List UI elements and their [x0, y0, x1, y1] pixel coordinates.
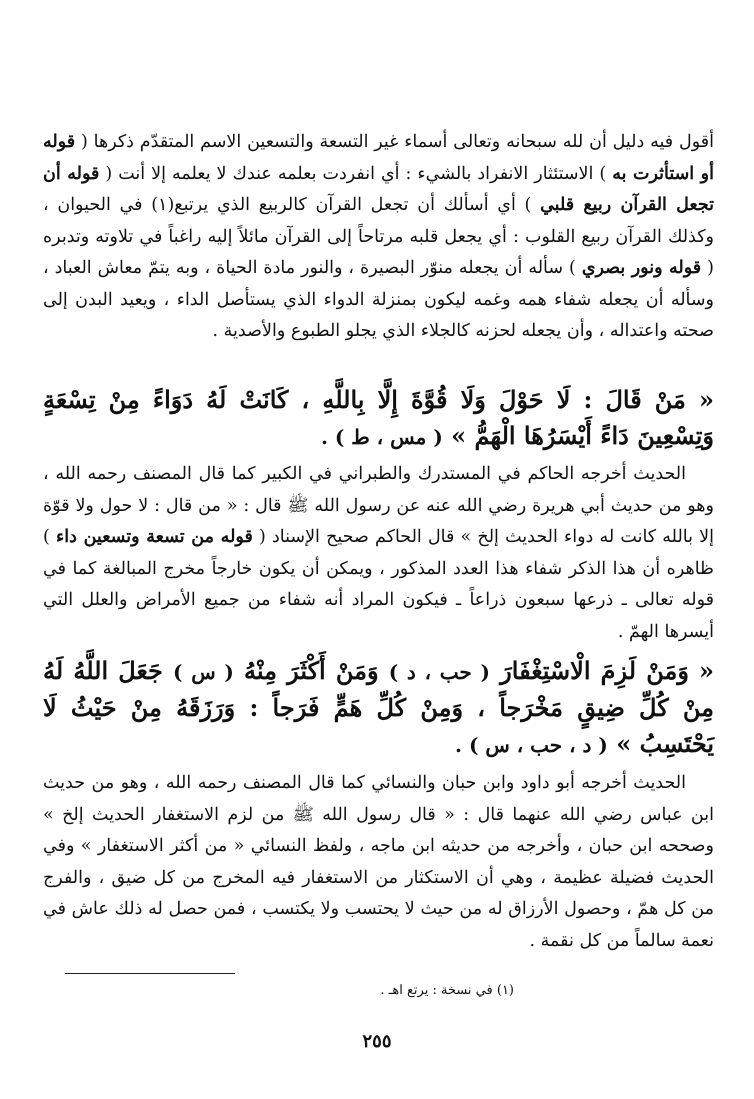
commentary-paragraph-2 — [43, 459, 714, 648]
text-run: ) الاستئثار الانفراد بالشيء : أي انفردت بعلمه عندك لا يعلمه إلا أنت ( — [105, 163, 607, 184]
text-run: ) ظاهره أن هذا الذكر شفاء هذا العدد المذكور ، ويمكن أن يكون خارجاً مخرج المبالغة كما في قوله تعالى ـ ذرعها سبعون ذراعاً ـ فيكون المراد أنه شفاء من جميع الأمراض والعلل التي أيسرها الهمّ . — [43, 527, 714, 642]
hadith-source: ( مس ، ط ) . — [320, 425, 443, 449]
hadith-text: « مَنْ قَالَ : لَا حَوْلَ وَلَا قُوَّةَ إِلَّا بِاللَّهِ ، كَانَتْ لَهُ دَوَاءً مِنْ تِسْعَةٍ وَتِسْعِينَ دَاءً أَيْسَرُهَا الْهَمُّ » — [43, 385, 714, 450]
commentary-paragraph-3 — [43, 768, 714, 957]
hadith-1 — [43, 382, 714, 455]
hadith-2 — [43, 653, 714, 763]
hadith-source: ( حب ، د ) — [388, 660, 491, 684]
footnote: (١) في نسخة : يرتع اهـ . — [380, 983, 514, 998]
quoted-phrase: قوله من تسعة وتسعين داء — [56, 527, 253, 547]
hadith-source: ( س ) — [173, 660, 234, 684]
text-run: ) أي أسألك أن تجعل القرآن كالربيع الذي يرتبع(١) في الحيوان ، وكذلك القرآن ربيع القلوب : أي يجعل قلبه مرتاحاً إلى القرآن مائلاً إليه راغباً في تلاوته وتدبره ( — [43, 195, 714, 278]
quoted-phrase: قوله أو استأثرت به — [43, 132, 714, 184]
commentary-paragraph-1 — [43, 127, 714, 348]
page-number: ٢٥٥ — [362, 1031, 392, 1052]
text-run: ) سأله أن يجعله منوّر البصيرة ، والنور مادة الحياة ، وبه يتمّ معاش العباد ، وسأله أن يجعله شفاء همه وغمه ليكون بمنزلة الدواء الذي يستأصل الداء ، ويعيد البدن إلى صحته واعتداله ، وأن يجعله لحزنه كالجلاء الذي يجلو الطبوع والأصدية . — [43, 258, 714, 341]
hadith-text: « وَمَنْ لَزِمَ الْاسْتِغْفَارَ — [500, 656, 715, 685]
text-run: الحديث أخرجه أبو داود وابن حبان والنسائي كما قال المصنف رحمه الله ، وهو من حديث ابن عباس رضي الله عنهما قال : « قال رسول الله ﷺ من لزم الاستغفار الحديث إلخ » وصححه ابن حبان ، وأخرجه من حديثه ابن ماجه ، ولفظ النسائي « من أكثر الاستغفار » وفي الحديث فضيلة عظيمة ، وهي أن الاستكثار من الاستغفار فيه المخرج من كل ضيق ، والفرج من كل همّ ، وحصول الأرزاق له من حيث لا يحتسب ولا يكتسب ، فمن حصل له ذلك عاش في نعمة سالماً من كل نقمة . — [43, 773, 714, 951]
quoted-phrase: قوله ونور بصري — [581, 258, 702, 278]
quoted-phrase: قوله أن تجعل القرآن ربيع قلبي — [43, 163, 714, 215]
footnote-divider — [65, 973, 235, 974]
text-run: الحديث أخرجه الحاكم في المستدرك والطبراني في الكبير كما قال المصنف رحمه الله ، وهو من حديث أبي هريرة رضي الله عنه عن رسول الله ﷺ قال : « من قال : لا حول ولا قوّة إلا بالله كانت له دواء الحديث إلخ » قال الحاكم صحيح الإسناد ( — [43, 464, 714, 547]
hadith-text: وَمَنْ أَكْثَرَ مِنْهُ — [244, 656, 379, 685]
hadith-source: ( د ، حب ، س ) . — [455, 733, 608, 757]
hadith-text: جَعَلَ اللَّهُ لَهُ مِنْ كُلِّ ضِيقٍ مَخْرَجاً ، وَمِنْ كُلِّ هَمٍّ فَرَجاً : وَرَزَقَهُ مِنْ حَيْثُ لَا يَحْتَسِبُ » — [43, 656, 714, 758]
text-run: أقول فيه دليل أن لله سبحانه وتعالى أسماء غير التسعة والتسعين الاسم المتقدّم ذكرها ( — [80, 132, 714, 152]
